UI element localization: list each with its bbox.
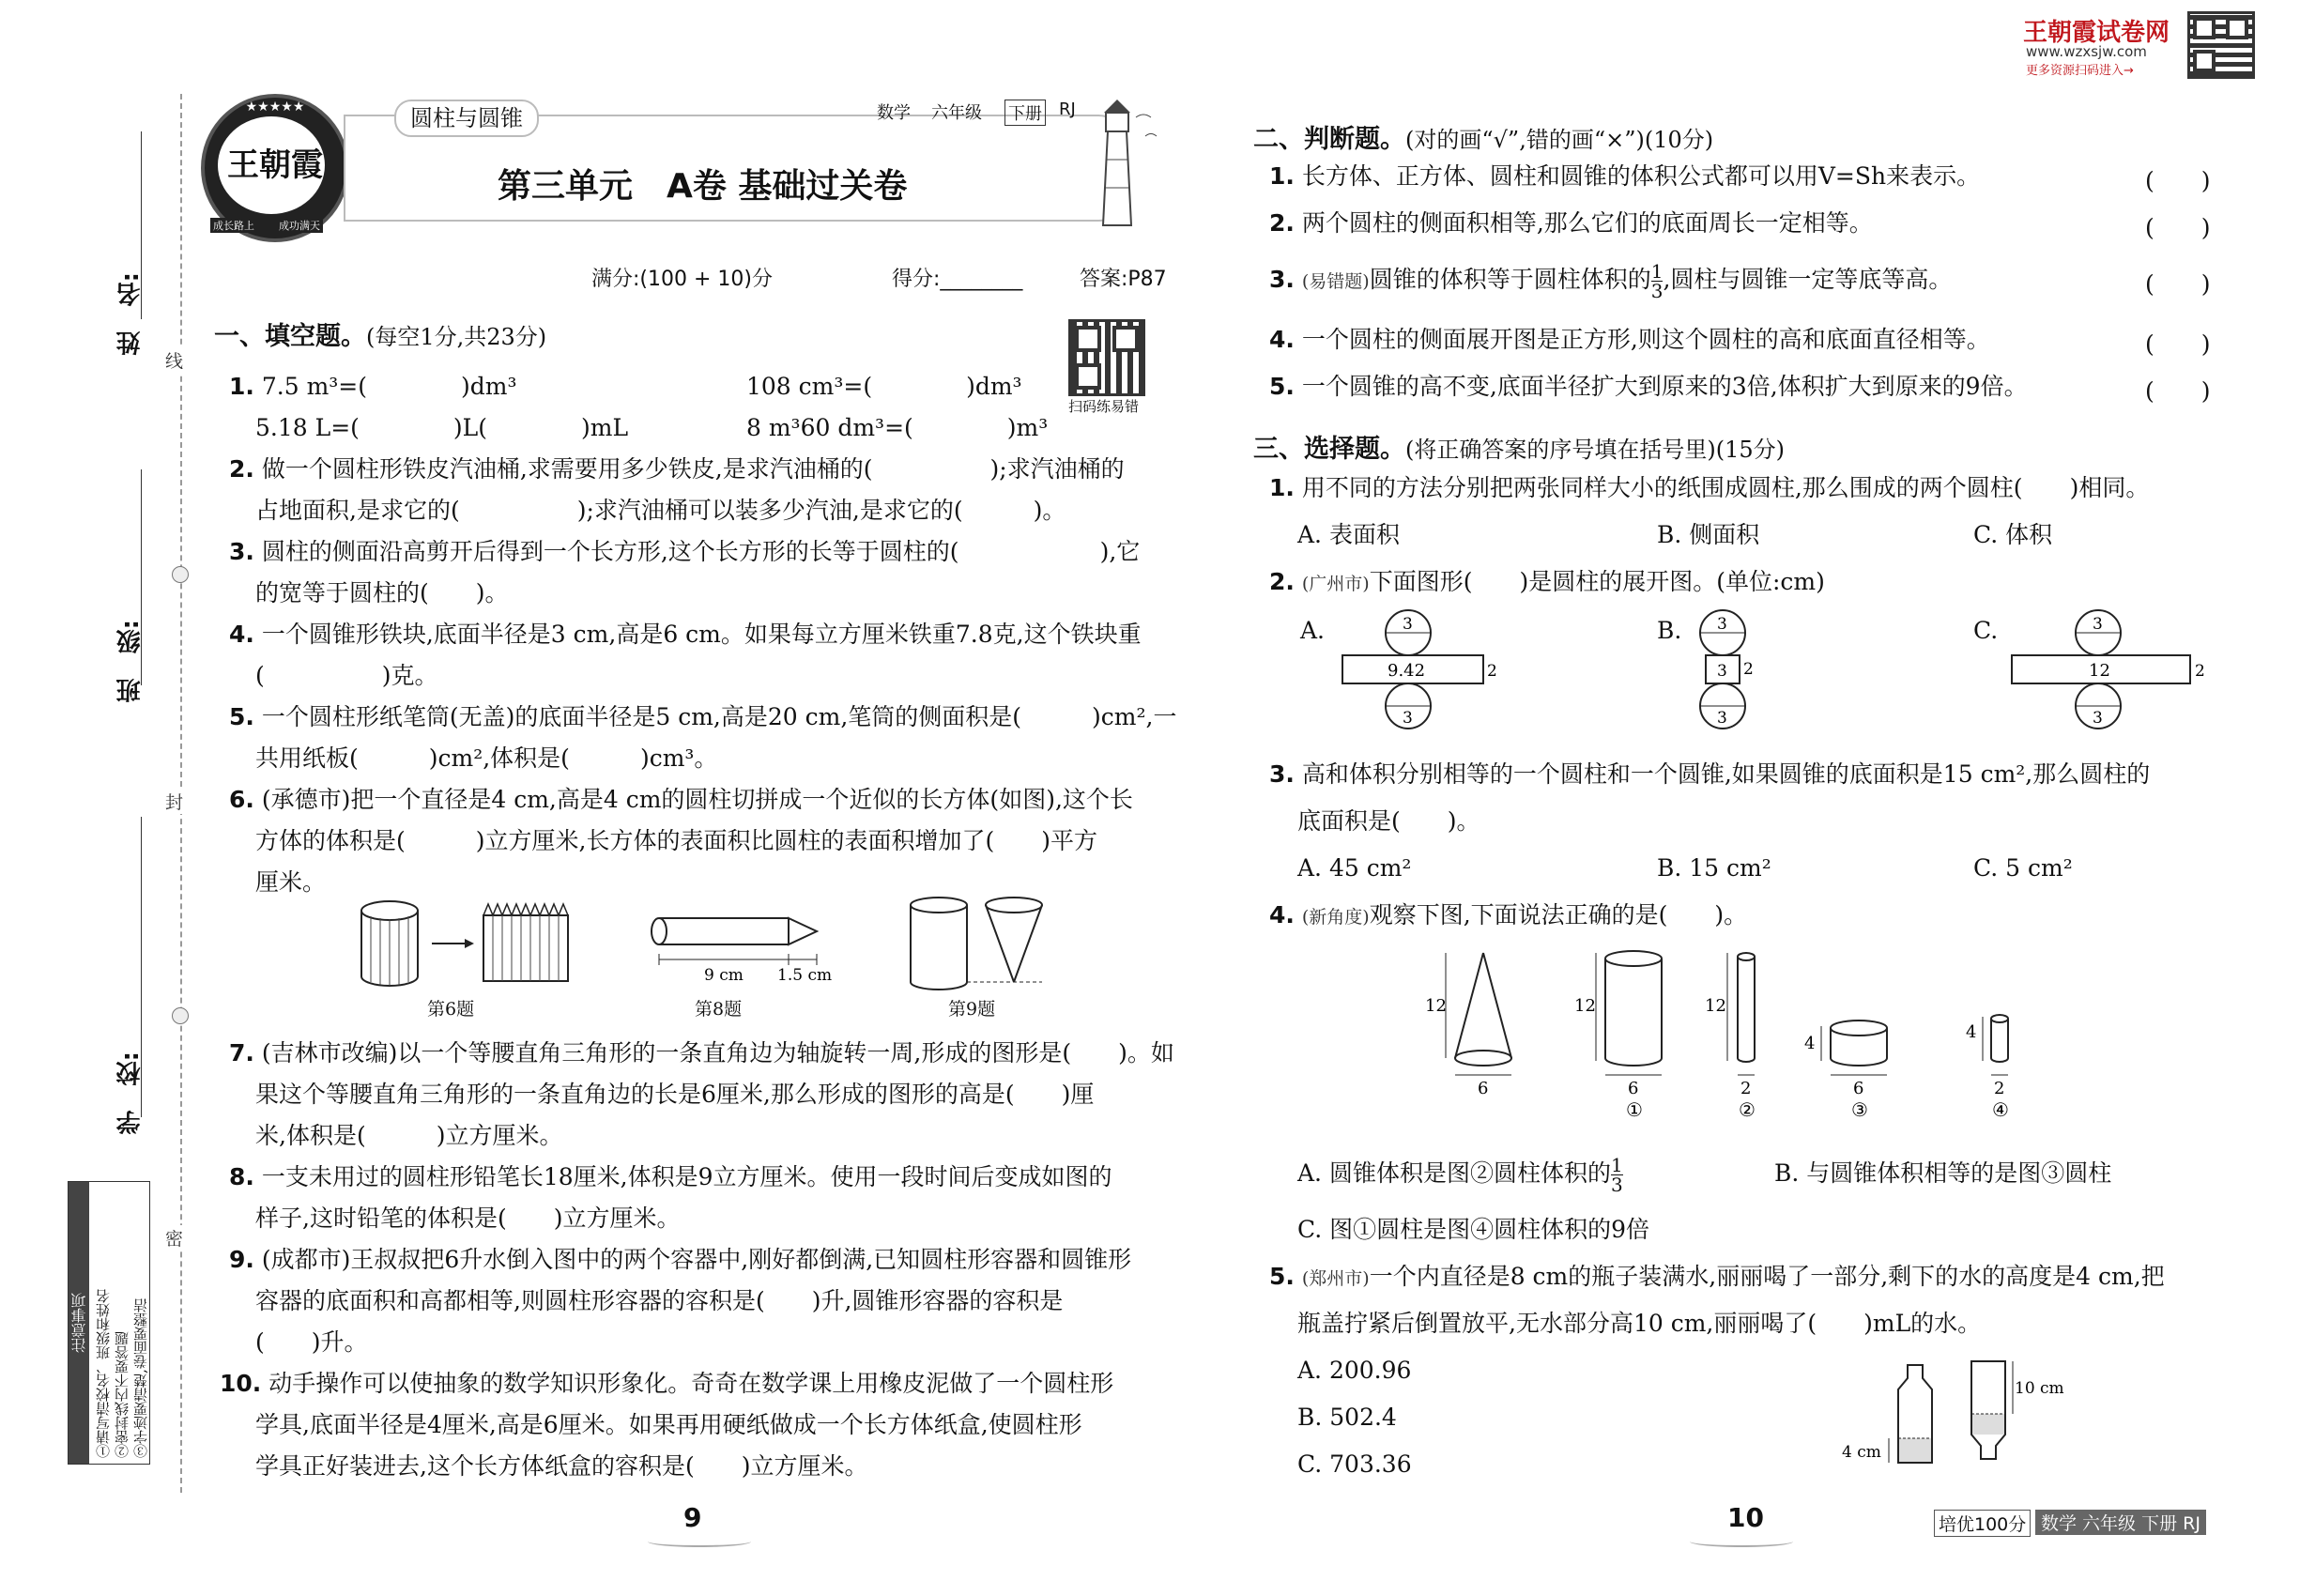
section1-title-text: 一、填空题。 [214, 322, 366, 351]
svg-text:12: 12 [2089, 661, 2110, 681]
net-c-diagram [2004, 610, 2211, 742]
choice-q3-cont: 底面积是( )。 [1297, 807, 1480, 835]
choice-q3-option-b[interactable]: B. 15 cm² [1657, 854, 1771, 882]
question-text: (成都市)王叔叔把6升水倒入图中的两个容器中,刚好都倒满,已知圆柱形容器和圆锥形 [261, 1246, 1132, 1273]
net-b-label[interactable]: B. [1657, 617, 1682, 644]
judge-answer-1[interactable]: ( ) [2145, 167, 2211, 194]
section3-note: (将正确答案的序号填在括号里)(15分) [1405, 437, 1785, 463]
q5-bottles-diagram [1840, 1352, 2064, 1474]
question-text: 一个圆柱形纸笔筒(无盖)的底面半径是5 cm,高是20 cm,笔筒的侧面积是( )cm²,一 [261, 703, 1177, 730]
lighthouse-icon [1080, 94, 1164, 235]
brand-qr-code[interactable] [2187, 11, 2255, 79]
field-school-line [141, 817, 142, 1117]
svg-text:4: 4 [1804, 1034, 1816, 1053]
brand-url: www.wzxsjw.com [2026, 43, 2147, 60]
field-class: 班 级: [116, 620, 145, 703]
choice-q3-option-a[interactable]: A. 45 cm² [1297, 854, 1412, 882]
question-number: 4. [229, 621, 254, 648]
question-number: 7. [229, 1039, 254, 1067]
svg-text:12: 12 [1574, 996, 1596, 1016]
section1-line [255, 1076, 1094, 1113]
notes-title: 注意事项 [69, 1182, 89, 1464]
footer-tag: 培优100分 [1934, 1510, 2031, 1537]
section1-line [229, 368, 516, 406]
question-text: 容器的底面积和高都相等,则圆柱形容器的容积是( )升,圆锥形容器的容积是 [255, 1287, 1064, 1314]
choice-q3-option-c[interactable]: C. 5 cm² [1973, 854, 2073, 882]
binding-strip [0, 0, 188, 1596]
question-text: (吉林市改编)以一个等腰直角三角形的一条直角边为轴旋转一周,形成的图形是( )。如 [261, 1039, 1174, 1067]
section1-line [229, 451, 1125, 488]
section2-note: (对的画“√”,错的画“×”)(10分) [1405, 127, 1714, 153]
question-text: 5.18 L=( )L( )mL [255, 414, 629, 441]
section1-line [255, 864, 326, 901]
question-number: 9. [229, 1246, 254, 1273]
question-text: ( )克。 [255, 662, 438, 689]
net-a-diagram [1333, 610, 1502, 742]
logo-stars: ★★★★★ [245, 100, 305, 115]
question-text: 的宽等于圆柱的( )。 [255, 579, 509, 606]
svg-text:2: 2 [1743, 660, 1754, 679]
svg-text:3: 3 [1717, 709, 1727, 728]
meta-grade: 六年级 [931, 103, 982, 123]
seal-line-mark: 线 [165, 347, 183, 373]
field-class-line [141, 469, 142, 685]
section2-title [1253, 118, 1713, 155]
question-text: 动手操作可以使抽象的数学知识形象化。奇奇在数学课上用橡皮泥做了一个圆柱形 [268, 1370, 1114, 1397]
fig6-caption: 第6题 [427, 999, 475, 1020]
svg-text:4: 4 [1966, 1022, 1977, 1042]
binding-hole-1 [172, 566, 189, 583]
meta-edition: RJ [1059, 100, 1076, 119]
svg-text:3: 3 [1717, 615, 1727, 634]
svg-text:②: ② [1739, 1098, 1756, 1121]
page-number-left-swoosh [648, 1536, 751, 1547]
section1-line [229, 533, 1140, 571]
judge-item-2: 2. 两个圆柱的侧面积相等,那么它们的底面周长一定相等。 [1269, 209, 1873, 237]
section1-line [255, 657, 438, 695]
question-text: 样子,这时铅笔的体积是( )立方厘米。 [255, 1205, 681, 1232]
brand-tagline: 更多资源扫码进入→ [2026, 64, 2134, 78]
section1-line [220, 1365, 1113, 1403]
qr-caption: 扫码练易错 [1068, 398, 1140, 415]
question-number: 1. [229, 373, 254, 400]
judge-answer-2[interactable]: ( ) [2145, 214, 2211, 241]
svg-text:6: 6 [1628, 1079, 1639, 1098]
judge-item-3: 3. (易错题)圆锥的体积等于圆柱体积的 $\frac{1}{3}$ ,圆柱与圆锥一定等底等高。 [1269, 260, 1953, 302]
choice-q5-cont: 瓶盖拧紧后倒置放平,无水部分高10 cm,丽丽喝了( )mL的水。 [1297, 1310, 1982, 1337]
notes-3: ③字迹要清楚,卷面要整洁 [132, 1298, 149, 1458]
choice-q1: 1. 用不同的方法分别把两张同样大小的纸围成圆柱,那么围成的两个圆柱( )相同。 [1269, 474, 2150, 501]
judge-answer-4[interactable]: ( ) [2145, 330, 2211, 358]
svg-text:3: 3 [1717, 662, 1727, 681]
question-number: 2. [229, 455, 254, 483]
field-name-line [141, 131, 142, 319]
question-text: 108 cm³=( )dm³ [746, 373, 1022, 400]
net-a-label[interactable]: A. [1300, 617, 1326, 644]
meta-volume: 下册 [1004, 100, 1046, 126]
section2-title-text: 二、判断题。 [1253, 125, 1405, 154]
question-number: 3. [229, 538, 254, 565]
question-text: 一支未用过的圆柱形铅笔长18厘米,体积是9立方厘米。使用一段时间后变成如图的 [261, 1163, 1112, 1190]
svg-text:2: 2 [1487, 662, 1497, 681]
question-number: 5. [229, 703, 254, 730]
qr-code[interactable] [1068, 319, 1145, 396]
section1-line [255, 1282, 1063, 1320]
section1-line [746, 409, 1048, 447]
section1-line [746, 368, 1022, 406]
choice-q1-option-b[interactable]: B. 侧面积 [1657, 521, 1760, 548]
judge-answer-5[interactable]: ( ) [2145, 377, 2211, 405]
svg-text:9.42: 9.42 [1388, 661, 1426, 681]
question-text: 学具正好装进去,这个长方体纸盒的容积是( )立方厘米。 [255, 1452, 868, 1480]
footer-tag-meta: 数学 六年级 下册 RJ [2035, 1510, 2206, 1535]
choice-q5-option-a[interactable]: A. 200.96 [1297, 1357, 1412, 1384]
svg-text:12: 12 [1705, 996, 1726, 1016]
notes-2: ②密封线内不要答题 [114, 1331, 130, 1458]
logo-slogan-right: 成功满天 [276, 218, 323, 233]
choice-q5-option-b[interactable]: B. 502.4 [1297, 1404, 1397, 1431]
section1-line [229, 1241, 1131, 1279]
judge-item-5: 5. 一个圆锥的高不变,底面半径扩大到原来的3倍,体积扩大到原来的9倍。 [1269, 373, 2028, 400]
question-text: 方体的体积是( )立方厘米,长方体的表面积比圆柱的表面积增加了( )平方 [255, 827, 1097, 854]
notes-1: ①请写清校名、班级和姓名 [95, 1289, 112, 1458]
question-text: 占地面积,是求它的( );求汽油桶可以装多少汽油,是求它的( )。 [255, 497, 1066, 524]
logo-slogan-left: 成长路上 [210, 218, 257, 233]
score-got: 得分:________ [892, 268, 1023, 291]
section1-line [229, 1159, 1112, 1196]
seal-close-mark: 密 [165, 1225, 183, 1251]
question-text: 做一个圆柱形铁皮汽油桶,求需要用多少铁皮,是求汽油桶的( );求汽油桶的 [261, 455, 1125, 483]
choice-q2: 2. (广州市)下面图形( )是圆柱的展开图。(单位:cm) [1269, 568, 1825, 595]
question-text: 一个圆锥形铁块,底面半径是3 cm,高是6 cm。如果每立方厘米铁重7.8克,这个铁块重 [261, 621, 1142, 648]
section1-line [255, 1324, 368, 1361]
section1-line [255, 740, 717, 777]
svg-text:③: ③ [1851, 1098, 1868, 1121]
page-number-right-swoosh [1690, 1536, 1793, 1547]
choice-q4-option-c[interactable]: C. 图①圆柱是图④圆柱体积的9倍 [1297, 1216, 1650, 1243]
question-text: 果这个等腰直角三角形的一条直角边的长是6厘米,那么形成的图形的高是( )厘 [255, 1081, 1095, 1108]
field-name: 姓 名: [116, 272, 145, 356]
svg-text:10 cm: 10 cm [2015, 1379, 2064, 1398]
section1-line [255, 822, 1097, 860]
fig9-caption: 第9题 [948, 999, 996, 1020]
answer-ref: 答案:P87 [1080, 268, 1167, 291]
choice-q3: 3. 高和体积分别相等的一个圆柱和一个圆锥,如果圆锥的底面积是15 cm²,那么圆柱的 [1269, 760, 2151, 788]
section3-title [1253, 428, 1785, 465]
section1-line [229, 616, 1142, 653]
svg-text:3: 3 [1403, 709, 1413, 728]
topic-tab: 圆柱与圆锥 [394, 100, 539, 137]
svg-text:6: 6 [1478, 1079, 1489, 1098]
choice-q4-option-b[interactable]: B. 与圆锥体积相等的是图③圆柱 [1774, 1159, 2112, 1187]
svg-text:2: 2 [1740, 1079, 1752, 1098]
svg-text:2: 2 [2195, 662, 2205, 681]
section1-line [255, 575, 509, 612]
brand-name: 王朝霞试卷网 [2023, 19, 2170, 47]
question-text: 7.5 m³=( )dm³ [261, 373, 517, 400]
question-text: 圆柱的侧面沿高剪开后得到一个长方形,这个长方形的长等于圆柱的( ),它 [261, 538, 1141, 565]
page-number-right: 10 [1727, 1502, 1764, 1533]
meta-subject: 数学 [877, 103, 911, 123]
choice-q4: 4. (新角度)观察下图,下面说法正确的是( )。 [1269, 901, 1748, 928]
question-text: 厘米。 [255, 868, 327, 896]
full-score: 满分:(100 + 10)分 [591, 268, 773, 291]
section1-line [255, 1406, 1082, 1444]
svg-text:①: ① [1626, 1098, 1643, 1121]
judge-item-1: 1. 长方体、正方体、圆柱和圆锥的体积公式都可以用V=Sh来表示。 [1269, 162, 1981, 190]
notes-box [68, 1181, 150, 1465]
fraction-one-third: $\frac{1}{3}$ [1650, 260, 1664, 302]
fig8-dim-body: 9 cm [704, 966, 744, 985]
section1-line [255, 1200, 680, 1237]
section1-line [229, 1035, 1174, 1072]
q4-solids-diagram [1425, 944, 2047, 1127]
question-text: 8 m³60 dm³=( )m³ [746, 414, 1049, 441]
judge-item-4: 4. 一个圆柱的侧面展开图是正方形,则这个圆柱的高和底面直径相等。 [1269, 326, 1990, 353]
choice-q5: 5. (郑州市)一个内直径是8 cm的瓶子装满水,丽丽喝了一部分,剩下的水的高度是4 cm,把 [1269, 1263, 2165, 1290]
question-text: 共用纸板( )cm²,体积是( )cm³。 [255, 744, 718, 772]
section1-line [255, 1448, 867, 1485]
section1-line [229, 698, 1176, 736]
brand-logo [201, 94, 349, 242]
page-title: 第三单元 A卷 基础过关卷 [498, 167, 908, 206]
question-text: (承德市)把一个直径是4 cm,高是4 cm的圆柱切拼成一个近似的长方体(如图),这个长 [261, 786, 1133, 813]
fig8-caption: 第8题 [695, 999, 743, 1020]
section3-title-text: 三、选择题。 [1253, 435, 1405, 464]
judge-answer-3[interactable]: ( ) [2145, 270, 2211, 298]
section1-line [255, 492, 1066, 529]
section1-title [214, 315, 546, 352]
section1-note: (每空1分,共23分) [366, 324, 547, 350]
net-c-label[interactable]: C. [1973, 617, 1999, 644]
fig6-diagram [352, 892, 577, 995]
field-school: 学 校: [116, 1051, 145, 1135]
seal-seal-mark: 封 [165, 789, 183, 814]
question-text: 学具,底面半径是4厘米,高是6厘米。如果再用硬纸做成一个长方体纸盒,使圆柱形 [255, 1411, 1082, 1438]
fig8-diagram [648, 901, 836, 986]
choice-q5-option-c[interactable]: C. 703.36 [1297, 1450, 1412, 1478]
header-banner [197, 94, 1173, 235]
question-number: 8. [229, 1163, 254, 1190]
svg-text:6: 6 [1853, 1079, 1864, 1098]
fig9-diagram [901, 892, 1051, 995]
question-number: 10. [220, 1370, 262, 1397]
logo-text: 王朝霞 [227, 146, 323, 184]
fraction-one-third-a: $\frac{1}{3}$ [1610, 1154, 1623, 1196]
svg-text:3: 3 [2093, 709, 2103, 728]
svg-text:2: 2 [1994, 1079, 2005, 1098]
choice-q1-option-c[interactable]: C. 体积 [1973, 521, 2053, 548]
svg-text:④: ④ [1992, 1098, 2009, 1121]
question-text: ( )升。 [255, 1328, 368, 1356]
choice-q1-option-a[interactable]: A. 表面积 [1297, 521, 1400, 548]
section1-line [255, 1117, 562, 1155]
svg-text:4 cm: 4 cm [1842, 1443, 1881, 1462]
net-b-diagram [1685, 610, 1798, 742]
choice-q4-option-a[interactable]: A. 圆锥体积是图②圆柱体积的 $\frac{1}{3}$ [1297, 1154, 1623, 1196]
page-number-left: 9 [683, 1502, 702, 1533]
svg-text:3: 3 [2093, 615, 2103, 634]
svg-text:12: 12 [1425, 996, 1447, 1016]
binding-hole-2 [172, 1007, 189, 1024]
question-number: 6. [229, 786, 254, 813]
svg-text:3: 3 [1403, 615, 1413, 634]
fig8-dim-tip: 1.5 cm [777, 966, 833, 985]
section1-line [255, 409, 628, 447]
question-text: 米,体积是( )立方厘米。 [255, 1122, 563, 1149]
section1-line [229, 781, 1133, 819]
